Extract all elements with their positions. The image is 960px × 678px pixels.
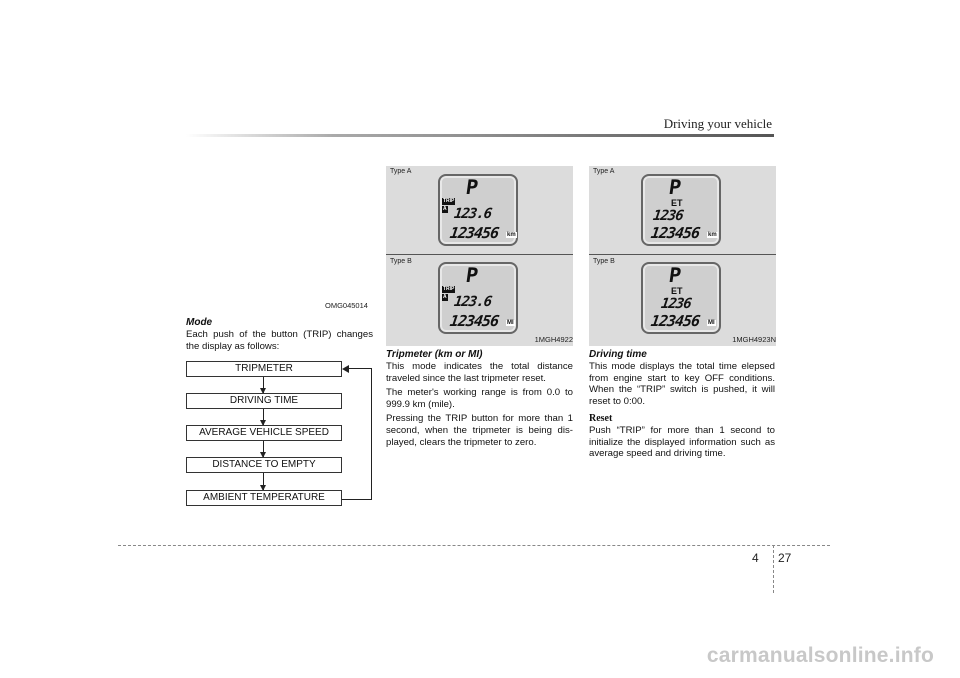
running-header-title: Driving your vehicle	[663, 116, 772, 131]
tripmeter-paragraph-2: The meter's working range is from 0.0 to 999.9 km (mile).	[386, 387, 573, 410]
type-a-label: Type A	[390, 168, 412, 175]
tripmeter-display-figure	[386, 166, 573, 346]
lcd-odometer-value: 123456	[649, 224, 701, 242]
header-rule	[186, 134, 774, 137]
lcd-unit-km: km	[507, 232, 516, 238]
lcd-time-value: 1236	[651, 208, 684, 224]
lcd-odometer-value: 123456	[448, 312, 500, 330]
lcd-trip-badge: TRIP	[443, 286, 455, 292]
panel-divider	[386, 254, 573, 255]
type-b-label: Type B	[390, 258, 412, 265]
driving-time-heading: Driving time	[589, 349, 647, 360]
lcd-unit-km: km	[708, 232, 717, 238]
chapter-number: 4	[752, 551, 759, 565]
lcd-unit-mi: MI	[507, 320, 514, 326]
left-figure-area	[186, 166, 372, 311]
lcd-trip-sub-badge: A	[443, 294, 447, 300]
figure-code-left: OMG045014	[325, 301, 368, 310]
flow-loop-bottom-line	[342, 499, 372, 500]
tripmeter-heading: Tripmeter (km or MI)	[386, 349, 483, 360]
page-number: 27	[778, 551, 792, 565]
tripmeter-paragraph-3: Pressing the TRIP button for more than 1 second, when the tripmeter is being dis-played, clears the tripmeter to zero.	[386, 413, 573, 448]
flow-arrow-4	[263, 473, 264, 490]
tripmeter-text	[386, 361, 573, 451]
flow-loop-vertical-line	[371, 368, 372, 500]
tripmeter-paragraph-1: This mode indicates the total distance traveled since the last tripmeter reset.	[386, 361, 573, 384]
lcd-gear-indicator: P	[464, 175, 479, 199]
lcd-gear-indicator: P	[667, 175, 682, 199]
footer-dashed-vertical	[773, 545, 774, 593]
lcd-type-a	[438, 174, 518, 246]
driving-time-paragraph: This mode displays the total time elepsed from engine start to key OFF conditions. When the “TRIP” switch is pushed, it will reset to 0:00.	[589, 361, 775, 407]
figure-code-middle: 1MGH4922	[534, 335, 573, 344]
flow-arrow-3	[263, 441, 264, 457]
flow-box-driving-time: DRIVING TIME	[186, 393, 342, 409]
flow-loop-arrowhead	[342, 365, 349, 373]
flow-box-ambient-temperature: AMBIENT TEMPERATURE	[186, 490, 342, 506]
driving-time-text	[589, 361, 775, 463]
figure-code-right: 1MGH4923N	[732, 335, 776, 344]
flow-box-average-vehicle-speed: AVERAGE VEHICLE SPEED	[186, 425, 342, 441]
lcd-trip-value: 123.6	[452, 206, 493, 222]
lcd-time-value: 1236	[659, 296, 692, 312]
flow-box-tripmeter: TRIPMETER	[186, 361, 342, 377]
lcd-odometer-value: 123456	[649, 312, 701, 330]
lcd-odometer-value: 123456	[448, 224, 500, 242]
panel-divider	[589, 254, 776, 255]
driving-time-display-figure	[589, 166, 776, 346]
reset-paragraph: Push “TRIP” for more than 1 second to initialize the displayed information such as average speed and driving time.	[589, 424, 775, 460]
mode-text: Each push of the button (TRIP) changes the display as follows:	[186, 329, 373, 352]
watermark-text: carmanualsonline.info	[706, 644, 934, 667]
lcd-gear-indicator: P	[667, 263, 682, 287]
lcd-type-b	[438, 262, 518, 334]
reset-heading: Reset	[589, 413, 613, 425]
flow-arrow-1	[263, 377, 264, 393]
lcd-et-indicator: ET	[671, 198, 683, 208]
lcd-trip-value: 123.6	[452, 294, 493, 310]
flow-arrow-2	[263, 409, 264, 425]
lcd-trip-sub-badge: A	[443, 206, 447, 212]
lcd-trip-badge: TRIP	[443, 198, 455, 204]
type-b-label: Type B	[593, 258, 615, 265]
flow-box-distance-to-empty: DISTANCE TO EMPTY	[186, 457, 342, 473]
lcd-type-b	[641, 262, 721, 334]
type-a-label: Type A	[593, 168, 615, 175]
lcd-type-a	[641, 174, 721, 246]
lcd-et-indicator: ET	[671, 286, 683, 296]
lcd-unit-mi: MI	[708, 320, 715, 326]
footer-dashed-rule	[118, 545, 830, 546]
mode-heading: Mode	[186, 317, 213, 328]
lcd-gear-indicator: P	[464, 263, 479, 287]
